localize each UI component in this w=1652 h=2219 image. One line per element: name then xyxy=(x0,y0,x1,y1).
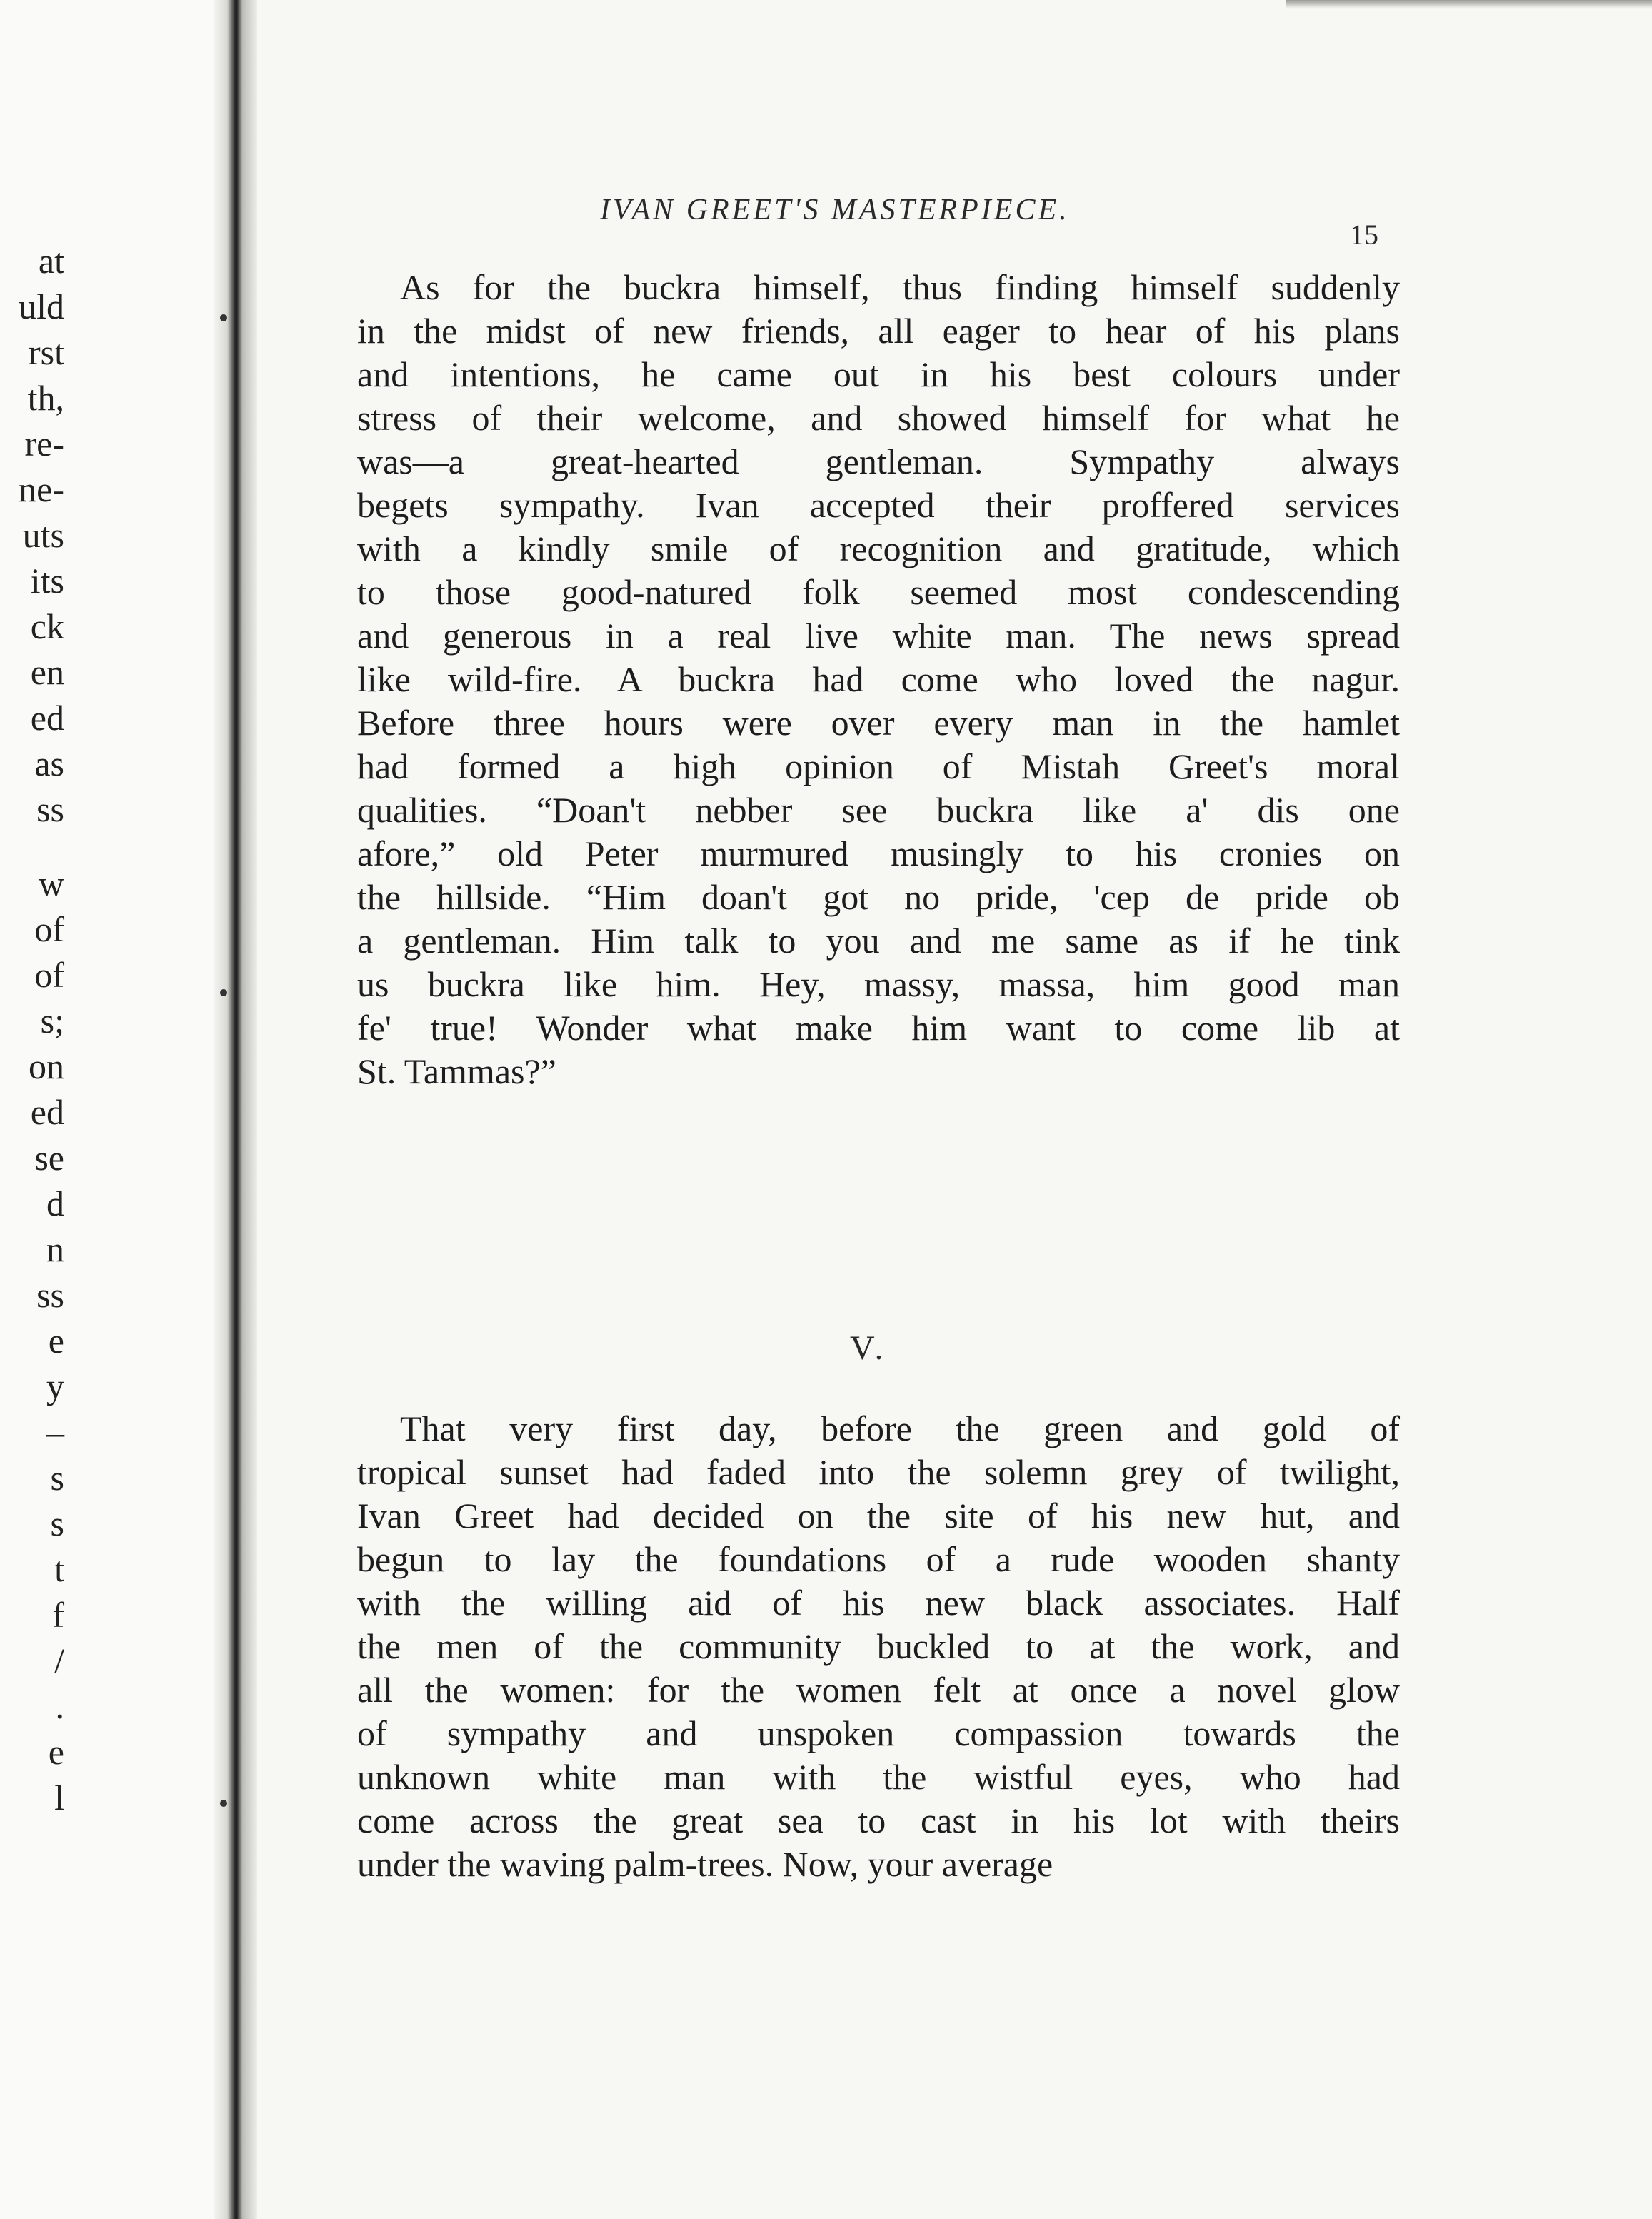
left-fragment: its xyxy=(30,561,64,601)
text-line: begun to lay the foundations of a rude wooden shanty xyxy=(357,1539,1400,1579)
left-fragment: s xyxy=(50,1458,64,1498)
left-fragment: on xyxy=(29,1046,64,1086)
left-fragment: ne- xyxy=(19,469,64,509)
gutter-mark xyxy=(220,1800,227,1807)
text-line: the men of the community buckled to at the work, and xyxy=(357,1626,1400,1666)
paragraph-2 xyxy=(357,1407,1400,1886)
text-line: with the willing aid of his new black associates. Half xyxy=(357,1583,1400,1623)
text-line: with a kindly smile of recognition and gratitude, which xyxy=(357,529,1400,568)
gutter-mark xyxy=(220,314,227,321)
left-fragment: of xyxy=(34,909,64,949)
gutter-mark xyxy=(220,989,227,996)
section-numeral: V. xyxy=(850,1329,888,1367)
left-fragment: d xyxy=(46,1183,64,1223)
text-line: Ivan Greet had decided on the site of his new hut, and xyxy=(357,1496,1400,1536)
left-fragment: e xyxy=(48,1732,64,1772)
text-line: That very first day, before the green and gold of xyxy=(400,1408,1400,1448)
left-fragment: t xyxy=(54,1549,64,1589)
text-line: of sympathy and unspoken compassion towards the xyxy=(357,1713,1400,1753)
left-page-remnant xyxy=(0,0,236,2219)
text-line: the hillside. “Him doan't got no pride, 'cep de pride ob xyxy=(357,877,1400,917)
left-fragment: en xyxy=(30,652,64,692)
left-fragment: s xyxy=(50,1503,64,1543)
text-line: afore,” old Peter murmured musingly to his cronies on xyxy=(357,833,1400,873)
page-number: 15 xyxy=(1350,219,1378,251)
left-fragment: y xyxy=(46,1366,64,1406)
text-line: like wild-fire. A buckra had come who loved the nagur. xyxy=(357,659,1400,699)
text-line: all the women: for the women felt at once a novel glow xyxy=(357,1670,1400,1710)
left-fragment: ss xyxy=(36,789,64,829)
left-fragment: l xyxy=(54,1778,64,1818)
text-line: under the waving palm-trees. Now, your average xyxy=(357,1844,1053,1884)
left-fragment: / xyxy=(54,1641,64,1680)
left-fragment: re- xyxy=(24,424,64,464)
left-fragment: n xyxy=(46,1229,64,1269)
text-line: stress of their welcome, and showed himself for what he xyxy=(357,398,1400,438)
text-line: come across the great sea to cast in his lot with theirs xyxy=(357,1800,1400,1840)
left-fragment: se xyxy=(34,1138,64,1178)
left-fragment: w xyxy=(38,863,64,903)
left-fragment: of xyxy=(34,955,64,995)
left-fragment: . xyxy=(55,1686,64,1726)
left-fragment: f xyxy=(52,1595,64,1635)
text-line: begets sympathy. Ivan accepted their proffered services xyxy=(357,485,1400,525)
running-title: IVAN GREET'S MASTERPIECE. xyxy=(600,194,1070,226)
text-line: and intentions, he came out in his best colours under xyxy=(357,354,1400,394)
left-fragment: th, xyxy=(27,378,64,418)
text-line: As for the buckra himself, thus finding himself suddenly xyxy=(400,267,1400,307)
text-line: tropical sunset had faded into the solemn grey of twilight, xyxy=(357,1452,1400,1492)
left-fragment: ed xyxy=(30,1092,64,1132)
book-page xyxy=(257,0,1652,2219)
left-fragment: uld xyxy=(19,286,64,326)
text-line: and generous in a real live white man. The news spread xyxy=(357,616,1400,656)
text-line: in the midst of new friends, all eager to hear of his plans xyxy=(357,311,1400,351)
left-fragment: rst xyxy=(29,332,64,372)
text-line: fe' true! Wonder what make him want to come lib at xyxy=(357,1008,1400,1048)
text-line: a gentleman. Him talk to you and me same as if he tink xyxy=(357,921,1400,961)
left-fragment: ed xyxy=(30,698,64,738)
paragraph-1 xyxy=(357,266,1400,1093)
left-fragment: ck xyxy=(30,606,64,646)
text-line: qualities. “Doan't nebber see buckra like a' dis one xyxy=(357,790,1400,830)
text-line: St. Tammas?” xyxy=(357,1051,556,1091)
left-fragment: e xyxy=(48,1321,64,1361)
left-fragment: – xyxy=(46,1412,64,1452)
text-line: unknown white man with the wistful eyes, who had xyxy=(357,1757,1400,1797)
left-fragment: ss xyxy=(36,1275,64,1315)
text-line: had formed a high opinion of Mistah Greet's moral xyxy=(357,746,1400,786)
left-fragment: at xyxy=(38,241,64,281)
left-fragment: uts xyxy=(22,515,64,555)
book-gutter xyxy=(214,0,257,2219)
text-line: was—a great-hearted gentleman. Sympathy always xyxy=(357,441,1400,481)
text-line: us buckra like him. Hey, massy, massa, him good man xyxy=(357,964,1400,1004)
left-fragment: s; xyxy=(40,1001,64,1041)
text-line: Before three hours were over every man in the hamlet xyxy=(357,703,1400,743)
text-line: to those good-natured folk seemed most condescending xyxy=(357,572,1400,612)
left-fragment: as xyxy=(34,743,64,783)
